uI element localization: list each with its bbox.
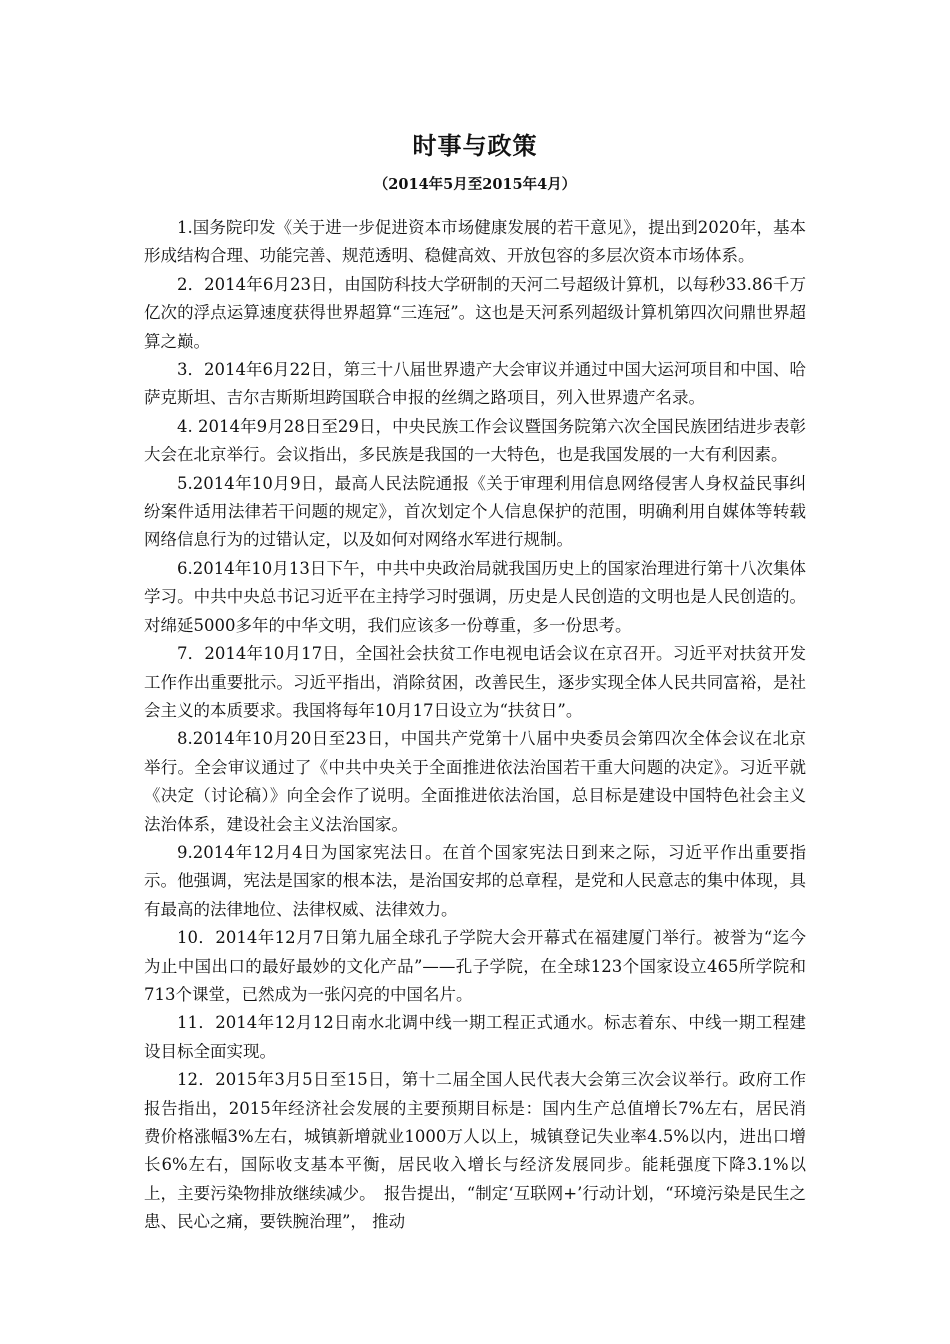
- news-item: 12．2015年3月5日至15日，第十二届全国人民代表大会第三次会议举行。政府工作报告指出，2015年经济社会发展的主要预期目标是：国内生产总值增长7%左右，居民消费价格涨幅3%左右，城镇新增就业1000万人以上，城镇登记失业率4.5%以内，进出口增长6%左右，国际收支基本平衡，居民收入增长与经济发展同步。能耗强度下降3.1%以上，主要污染物排放继续减少。 报告提出，“制定‘互联网+’行动计划，“环境污染是民生之患、民心之痛，要铁腕治理”， 推动: [144, 1070, 806, 1232]
- news-item: 8.2014年10月20日至23日，中国共产党第十八届中央委员会第四次全体会议在北京举行。全会审议通过了《中共中央关于全面推进依法治国若干重大问题的决定》。习近平就《决定（讨论稿）》向全会作了说明。全面推进依法治国，总目标是建设中国特色社会主义法治体系，建设社会主义法治国家。: [144, 729, 806, 834]
- news-item-list: [144, 214, 806, 1237]
- news-item: 9.2014年12月4日为国家宪法日。在首个国家宪法日到来之际，习近平作出重要指示。他强调，宪法是国家的根本法，是治国安邦的总章程，是党和人民意志的集中体现，具有最高的法律地位、法律权威、法律效力。: [144, 842, 806, 919]
- news-item: 6.2014年10月13日下午，中共中央政治局就我国历史上的国家治理进行第十八次集体学习。中共中央总书记习近平在主持学习时强调，历史是人民创造的文明也是人民创造的。对绵延5000多年的中华文明，我们应该多一份尊重，多一份思考。: [144, 558, 806, 635]
- news-item: 10．2014年12月7日第九届全球孔子学院大会开幕式在福建厦门举行。被誉为“迄今为止中国出口的最好最妙的文化产品”——孔子学院，在全球123个国家设立465所学院和713个课堂，已然成为一张闪亮的中国名片。: [144, 928, 806, 1004]
- document-subtitle: （2014年5月至2015年4月）: [373, 176, 577, 193]
- news-item: 7．2014年10月17日，全国社会扶贫工作电视电话会议在京召开。习近平对扶贫开发工作作出重要批示。习近平指出，消除贫困，改善民生，逐步实现全体人民共同富裕，是社会主义的本质要求。我国将每年10月17日设立为“扶贫日”。: [144, 644, 806, 720]
- document-title: 时事与政策: [412, 131, 538, 160]
- news-item: 2．2014年6月23日，由国防科技大学研制的天河二号超级计算机，以每秒33.86千万亿次的浮点运算速度获得世界超算“三连冠”。这也是天河系列超级计算机第四次问鼎世界超算之巅。: [144, 274, 806, 351]
- news-item: 4. 2014年9月28日至29日，中央民族工作会议暨国务院第六次全国民族团结进步表彰大会在北京举行。会议指出，多民族是我国的一大特色，也是我国发展的一大有利因素。: [144, 416, 806, 465]
- news-item: 1.国务院印发《关于进一步促进资本市场健康发展的若干意见》，提出到2020年，基本形成结构合理、功能完善、规范透明、稳健高效、开放包容的多层次资本市场体系。: [144, 218, 806, 266]
- news-item: 3．2014年6月22日，第三十八届世界遗产大会审议并通过中国大运河项目和中国、哈萨克斯坦、吉尔吉斯斯坦跨国联合申报的丝绸之路项目，列入世界遗产名录。: [144, 360, 806, 408]
- news-item: 5.2014年10月9日，最高人民法院通报《关于审理利用信息网络侵害人身权益民事纠纷案件适用法律若干问题的规定》，首次划定个人信息保护的范围，明确利用自媒体等转载网络信息行为的过错认定，以及如何对网络水军进行规制。: [144, 473, 806, 550]
- news-item: 11．2014年12月12日南水北调中线一期工程正式通水。标志着东、中线一期工程建设目标全面实现。: [144, 1013, 806, 1061]
